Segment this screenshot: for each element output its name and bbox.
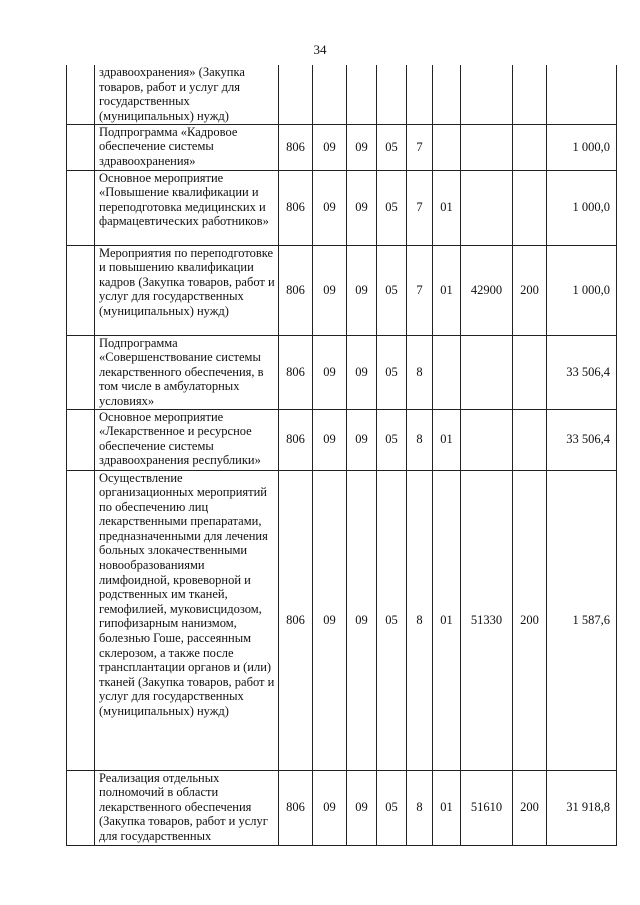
item-name: Основное мероприятие «Повышение квалификации и переподготовка медицинских и фармацевтических работников»	[95, 170, 279, 245]
item-name: Реализация отдельных полномочий в области лекарственного обеспечения (Закупка товаров, работ и услуг для государственных	[95, 770, 279, 845]
item-name: Осуществление организационных мероприятий по обеспечению лиц лекарственными препаратами, предназначенными для лечения больных злокачественными новообразованиями лимфоидной, кровеворной и родственных им тканей, гемофилией, муковисцидозом, гипофизарным нанизмом, болезнью Гоше, рассеянным склерозом, а также после трансплантации органов и (или) тканей (Закупка товаров, работ и услуг для государственных (муниципальных) нужд)	[95, 470, 279, 770]
row-number-cell	[67, 335, 95, 409]
event-code: 01	[433, 409, 461, 470]
subsection-code: 09	[347, 170, 377, 245]
expense-type-code: 200	[513, 770, 547, 845]
direction-code	[461, 335, 513, 409]
row-number-cell	[67, 470, 95, 770]
ministry-code: 806	[279, 170, 313, 245]
item-name: Мероприятия по переподготовке и повышению квалификации кадров (Закупка товаров, работ и услуг для государственных (муниципальных) нужд)	[95, 245, 279, 335]
table-row	[67, 770, 617, 845]
subsection-code: 09	[347, 770, 377, 845]
section-code: 09	[313, 124, 347, 170]
table-row	[67, 470, 617, 770]
section-code: 09	[313, 470, 347, 770]
event-code	[433, 65, 461, 124]
ministry-code: 806	[279, 470, 313, 770]
item-name: Подпрограмма «Кадровое обеспечение системы здравоохранения»	[95, 124, 279, 170]
table-row	[67, 409, 617, 470]
subprogram-code: 8	[407, 770, 433, 845]
subsection-code	[347, 65, 377, 124]
ministry-code	[279, 65, 313, 124]
row-number-cell	[67, 65, 95, 124]
subprogram-code: 8	[407, 470, 433, 770]
direction-code: 51330	[461, 470, 513, 770]
row-number-cell	[67, 409, 95, 470]
program-code: 05	[377, 770, 407, 845]
subprogram-code: 8	[407, 409, 433, 470]
expense-type-code	[513, 170, 547, 245]
expense-type-code	[513, 409, 547, 470]
subprogram-code: 7	[407, 170, 433, 245]
amount: 31 918,8	[547, 770, 617, 845]
subprogram-code	[407, 65, 433, 124]
amount: 1 587,6	[547, 470, 617, 770]
table-row	[67, 245, 617, 335]
program-code: 05	[377, 170, 407, 245]
expense-type-code: 200	[513, 245, 547, 335]
table-body	[67, 65, 617, 845]
row-number-cell	[67, 245, 95, 335]
direction-code: 42900	[461, 245, 513, 335]
direction-code	[461, 409, 513, 470]
event-code: 01	[433, 245, 461, 335]
ministry-code: 806	[279, 124, 313, 170]
table-row	[67, 170, 617, 245]
event-code: 01	[433, 170, 461, 245]
amount: 33 506,4	[547, 335, 617, 409]
event-code: 01	[433, 770, 461, 845]
subprogram-code: 7	[407, 245, 433, 335]
expense-type-code	[513, 65, 547, 124]
subsection-code: 09	[347, 124, 377, 170]
amount: 33 506,4	[547, 409, 617, 470]
row-number-cell	[67, 170, 95, 245]
section-code: 09	[313, 335, 347, 409]
ministry-code: 806	[279, 770, 313, 845]
direction-code	[461, 124, 513, 170]
subprogram-code: 8	[407, 335, 433, 409]
ministry-code: 806	[279, 245, 313, 335]
direction-code	[461, 65, 513, 124]
page-number: 34	[313, 42, 327, 57]
section-code	[313, 65, 347, 124]
budget-table	[66, 65, 617, 846]
subsection-code: 09	[347, 470, 377, 770]
program-code	[377, 65, 407, 124]
item-name: Подпрограмма «Совершенствование системы лекарственного обеспечения, в том числе в амбулаторных условиях»	[95, 335, 279, 409]
amount: 1 000,0	[547, 170, 617, 245]
program-code: 05	[377, 245, 407, 335]
expense-type-code: 200	[513, 470, 547, 770]
expense-type-code	[513, 335, 547, 409]
event-code: 01	[433, 470, 461, 770]
amount: 1 000,0	[547, 245, 617, 335]
direction-code: 51610	[461, 770, 513, 845]
program-code: 05	[377, 409, 407, 470]
row-number-cell	[67, 124, 95, 170]
table-row	[67, 335, 617, 409]
program-code: 05	[377, 470, 407, 770]
direction-code	[461, 170, 513, 245]
event-code	[433, 335, 461, 409]
program-code: 05	[377, 124, 407, 170]
event-code	[433, 124, 461, 170]
subsection-code: 09	[347, 335, 377, 409]
section-code: 09	[313, 170, 347, 245]
subprogram-code: 7	[407, 124, 433, 170]
row-number-cell	[67, 770, 95, 845]
section-code: 09	[313, 409, 347, 470]
ministry-code: 806	[279, 409, 313, 470]
section-code: 09	[313, 770, 347, 845]
ministry-code: 806	[279, 335, 313, 409]
section-code: 09	[313, 245, 347, 335]
subsection-code: 09	[347, 245, 377, 335]
table-row	[67, 124, 617, 170]
amount: 1 000,0	[547, 124, 617, 170]
program-code: 05	[377, 335, 407, 409]
item-name: здравоохранения» (Закупка товаров, работ и услуг для государственных (муниципальных) нужд)	[95, 65, 279, 124]
expense-type-code	[513, 124, 547, 170]
item-name: Основное мероприятие «Лекарственное и ресурсное обеспечение системы здравоохранения республики»	[95, 409, 279, 470]
subsection-code: 09	[347, 409, 377, 470]
amount	[547, 65, 617, 124]
table-row	[67, 65, 617, 124]
